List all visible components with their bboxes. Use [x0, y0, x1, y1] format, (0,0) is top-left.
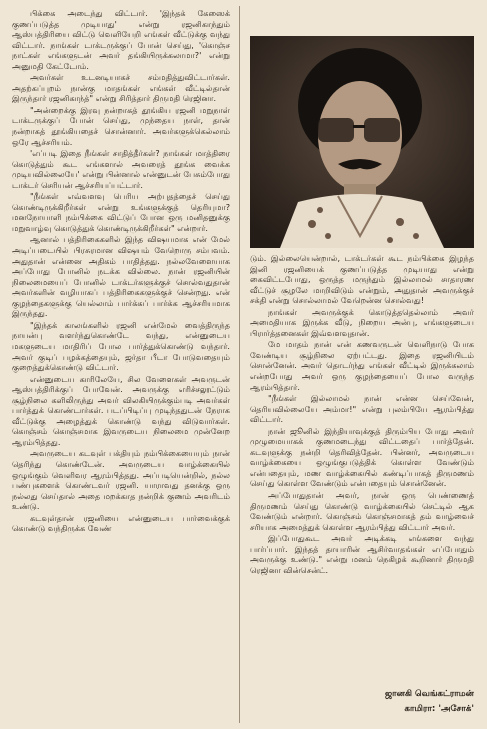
- paragraph: 'எப்படி இதை நீங்கள் சாதித்தீர்கள்? நாங்கள் மாத்திரை கொடுத்தும் கூட எங்களால் அவரைத் தூங்க வைக்க முடியவில்லையே' என்று பின்னால் என்னுடன் பேசும்போது டாக்டர் செரியன் ஆச்சரியப்பட்டார்.: [12, 148, 230, 190]
- author-byline: ஜானகி வெங்கட்ராமன்: [385, 689, 474, 699]
- paragraph: மே மாதம் நான் என் கணவருடன் வெளிநாடு போக வேண்டிய சூழ்நிலை ஏற்பட்டது. இதை ரஜனியிடம் சொன்னேன். அவர் தொடர்ந்து எங்கள் வீட்டில் இருக்கலாம் என்றபோது அவர் ஒரு குழந்தையைப் போல வருந்த ஆரம்பித்தார்.: [250, 339, 474, 392]
- paragraph: டும். இல்லையென்றால், டாக்டர்கள் கூட நம்பிக்கை இழந்த இனி ரஜனியைக் குணப்படுத்த முடியாது என்று கைவிட்டபோது, ஒருத்த மருந்தும் இல்லாமல் சாதாரண வீட்டுச் சூழலே மாறிவிடும் என்றும், அதுதான் அவருக்குச் சக்தி என்று சொல்லாமல் வேறென்ன சொல்வது!: [250, 253, 474, 306]
- paragraph: "இந்தக் காலங்களில் ரஜனி என்மேல் வைத்திருந்த நாயன்பு வளர்ந்துகொண்டே வந்து, என்னுடைய மகளுடைய மாதிரிப் போல பார்த்துக்கொண்டு வந்தார். அவர் குடிப் பழக்கத்தையும், ஜர்தா பீடா போடுவதையும் குறைத்துக்கொண்டு விட்டார்.: [12, 319, 230, 373]
- paragraph: அவருடைய கடவுள் பக்தியும் நம்பிக்கையையும் நான் தெரிந்து கொண்டேன். அவருடைய வாழ்க்கையில் ஒழுங்கும் வெளிவர ஆரம்பித்தது. அப்படியென்றில், நல்ல பண்புகளைக் கொண்டவர் ரஜனி. யாராவது தனக்கு ஒரு நல்லது செய்தால் அதை மறக்காத நன்றிக் குணம் அவரிடம் உண்டு.: [12, 448, 230, 512]
- portrait-illustration: [250, 36, 474, 248]
- paragraph: பிக்கை அடைந்து விட்டார். 'இந்தக் கேஸைக் குணப்படுத்த முடியாது' என்று ரஜனிகாந்தும் ஆஸ்பத்திரியை விட்டு வெளியேறி எங்கள் வீட்டுக்கு வந்து விட்டார். நாங்கள் டாக்டருக்குப் போன் செய்து, 'கொஞ்ச நாட்கள் எங்களுடன் அவர் தங்கியிருக்கலாமா?' என்று அனுமதி கேட்டோம்.: [12, 8, 230, 71]
- paragraph: கடவுள்தான் ரஜனியை என்னுடைய பார்வைக்குக் கொண்டு வந்திருக்க வேண்: [12, 512, 230, 534]
- paragraph: நாங்கள் அவருக்குக் கொடுத்ததெல்லாம் அவர் அமைதியாக இருக்க வீடு, நிறைய அன்பு, எங்களுடைய பிரார்த்தனைகள் இவ்வளவுதான்.: [250, 306, 474, 338]
- paragraph: அப்போதுதான் அவர், நான் ஒரு பெண்ணைத் திருமணம் செய்து கொண்டு வாழ்க்கையில் செட்டில் ஆக வேண்டும் என்றார். கொஞ்சம் கொஞ்சமாகத் தம் வாழ்வைச் சரியாக அமைத்துக் கொள்ள ஆரம்பித்து விட்டார் அவர்.: [250, 490, 474, 532]
- paragraph: என்னுடைய காரிலேயே, சில வேளைகள் அவருடன் ஆஸ்பத்திரிக்குப் போவேன். அவருக்கு எரிச்சலூட்டும் சூழ்நிலை களிலிருந்து அவர் விலகியிருக்கும்படி அவர்கள் பார்த்துக் கொண்டார்கள். படப்பிடிப்பு முடிந்ததுடன் நேராக வீட்டுக்கு அழைத்துக் கொண்டு வந்து விடுவார்கள். கொஞ்சம் கொஞ்சமாக இவருடைய நிலைமை முன்னேற ஆரம்பித்தது.: [12, 373, 230, 447]
- photo-credit: காமிரா: 'அசோக்': [404, 704, 474, 714]
- paragraph: "நீங்கள் இல்லாமல் நான் என்ன செய்வேன், தெரியவில்லையே அம்மா!" என்று புலம்பியே ஆரம்பித்து விட்டார்.: [250, 393, 474, 425]
- paragraph: ஆனால் பத்திரிகைகளில் இந்த விஷயமாக என் மேல் அடிப்படையில் பிரசுரமான விஷயம் வேறொரு சம்பவம். அதுதான் என்னை அதிகம் பாதித்தது. நல்லவேளையாக அப்போது போனில் நடக்க வில்லை. நான் ரஜனியின் நிலைமையைப் போனில் டாக்டர்களுக்குச் சொல்வதுதான் அவர்களின் வழியாகப் பத்திரிகைகளுக்குச் சென்றது. என் குழந்தைகளுக்கு யெல்லாம் பார்க்கப் பார்க்க ஆச்சரியமாக இருந்தது.: [12, 234, 230, 319]
- paragraph: இப்போதுகூட அவர் அடிக்கடி எங்களை வந்து பார்ப்பார். இந்தத் தாயாரின் ஆசிர்வாதங்கள் எப்போதும் அவருக்கு உண்டு." என்று மனம் நெகிழக் கூறினார் திருமதி ரெஜினா வின்சென்ட்.: [250, 533, 474, 575]
- paragraph: அவர்கள் உடனடியாகச் சம்மதித்துவிட்டார்கள். அதற்கப்புறம் நான்கு மாதங்கள் எங்கள் வீட்டில்தான் இருந்தார் ரஜனிகாந்த்" என்று சிரித்தார் திருமதி ரெஜினா.: [12, 72, 230, 104]
- article-left-column: [12, 8, 230, 723]
- article-right-column: [250, 253, 474, 723]
- column-divider: [239, 6, 240, 723]
- paragraph: "நீங்கள் எவ்வளவு பெரிய அற்புதத்தைச் செய்து கொண்டிருக்கிறீர்கள் என்று உங்களுக்குத் தெரியுமா? மனநோயாளி நம்பிக்கை விட்டுப் போன ஒரு மனிதனுக்கு மறுவாழ்வு கொடுத்துக் கொண்டிருக்கிறீர்கள்" என்றார்.: [12, 191, 230, 233]
- portrait-photo: [250, 36, 474, 248]
- paragraph: "அன்றைக்கு இரவு நன்றாகத் தூங்கிய ரஜனி மறுநாள் டாக்டருக்குப் போன் செய்து, முந்தைய நாள், தான் நன்றாகத் தூங்கியதைச் சொன்னார். அவர்களுக்கெல்லாம் ஒரே ஆச்சரியம்.: [12, 104, 230, 147]
- paragraph: நான் ஜூனில் இந்தியாவுக்குத் திரும்பிய போது அவர் முழுமையாகக் குணமடைந்து விட்டதைப் பார்த்தேன். கடவுளுக்கு நன்றி தெரிவித்தேன். பின்னர், அவருடைய வாழ்க்கையை ஒழுங்குபடுத்திக் கொள்ள வேண்டும் என்பதையும், மண வாழ்க்கையில் கண்டிப்பாகத் திருமணம் செய்து கொள்ள வேண்டும் என்பதையும் சொன்னேன்.: [250, 425, 474, 489]
